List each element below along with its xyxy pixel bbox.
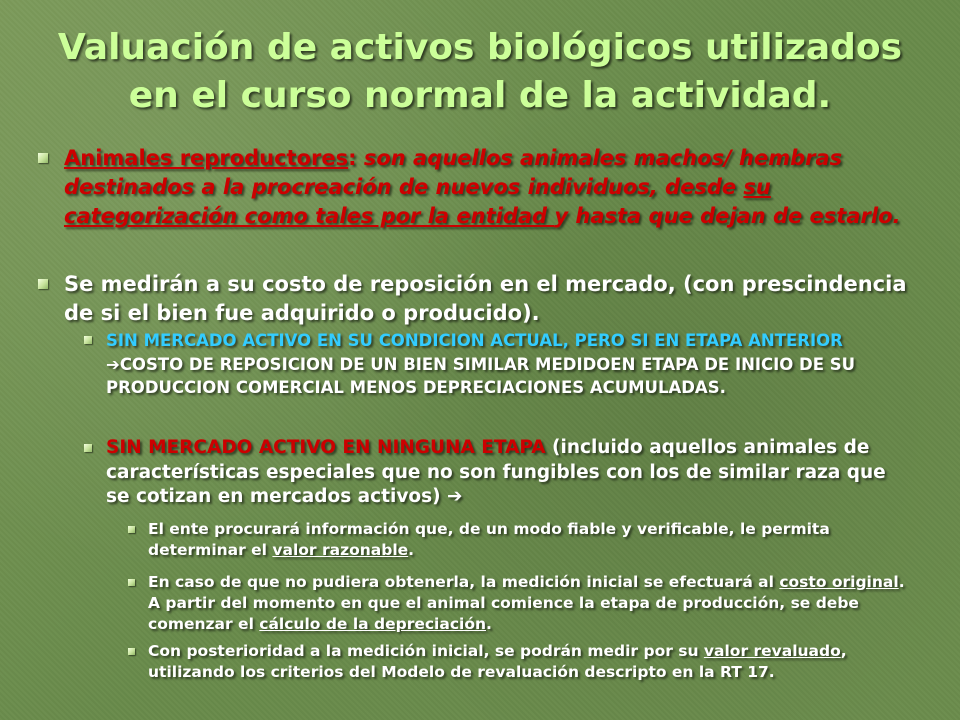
sub2-highlight: SIN MERCADO ACTIVO EN NINGUNA ETAPA	[106, 437, 546, 458]
item-valor-revaluado	[148, 641, 908, 683]
item3-underlined: valor revaluado	[703, 642, 841, 660]
title-line-1: Valuación de activos biológicos utilizados	[57, 27, 903, 68]
item2-text-a: En caso de que no pudiera obtenerla, la medición inicial se efectuará al	[148, 573, 780, 591]
arrow-icon: ➔	[440, 486, 463, 507]
bullet-animales-reproductores	[64, 144, 924, 231]
slide-title	[20, 24, 940, 120]
definition-text-a: son aquellos animales machos/ hembras destinados a la procreación de nuevos individuos, desde	[64, 146, 843, 199]
item2-underlined-1: costo original	[779, 573, 899, 591]
arrow-icon: ➔	[106, 354, 120, 374]
sub1-text: COSTO DE REPOSICION DE UN BIEN SIMILAR MEDIDOEN ETAPA DE INICIO DE SU PRODUCCION COMERCIAL MENOS DEPRECIACIONES ACUMULADAS.	[106, 354, 856, 397]
sub-bullet-sin-mercado-ninguna	[106, 436, 906, 510]
term-colon: :	[348, 146, 357, 170]
item-valor-razonable	[148, 519, 908, 561]
sub2-text: (incluido aquellos animales de características especiales que no son fungibles con los de similar raza que se cotizan en mercados activos)	[106, 437, 886, 507]
item-bullet-marker	[128, 526, 135, 533]
item3-text-a: Con posterioridad a la medición inicial, se podrán medir por su	[148, 642, 704, 660]
item2-text-b: . A partir del momento en que el animal comience la etapa de producción, se debe comenzar el	[148, 573, 905, 633]
bullet-marker	[38, 153, 48, 163]
definition-text-b: su categorización como tales por la entidad	[64, 175, 771, 228]
sub1-highlight: SIN MERCADO ACTIVO EN SU CONDICION ACTUAL, PERO SI EN ETAPA ANTERIOR	[106, 331, 843, 350]
item-bullet-marker	[128, 579, 135, 586]
sub-bullet-sin-mercado-actual	[106, 329, 876, 400]
item3-text-b: , utilizando los criterios del Modelo de revaluación descripto en la RT 17.	[148, 642, 847, 681]
item1-text-b: .	[408, 541, 415, 559]
item2-underlined-2: cálculo de la depreciación	[259, 615, 486, 633]
item1-underlined: valor razonable	[272, 541, 409, 559]
item2-text-c: .	[486, 615, 492, 633]
sub-bullet-marker	[84, 336, 92, 344]
bullet-marker	[38, 279, 48, 289]
sub-bullet-marker	[84, 444, 92, 452]
bullet-costo-reposicion: Se medirán a su costo de reposición en el mercado, (con prescindencia de si el bien fue adquirido o producido).	[64, 272, 907, 325]
title-line-2: en el curso normal de la actividad.	[128, 75, 832, 116]
definition-text-c: y hasta que dejan de estarlo.	[554, 204, 901, 228]
item1-text-a: El ente procurará información que, de un modo fiable y verificable, le permita determinar el	[148, 520, 830, 559]
item-bullet-marker	[128, 648, 135, 655]
item-costo-original	[148, 572, 908, 635]
term-animales-reproductores: Animales reproductores	[64, 146, 349, 170]
